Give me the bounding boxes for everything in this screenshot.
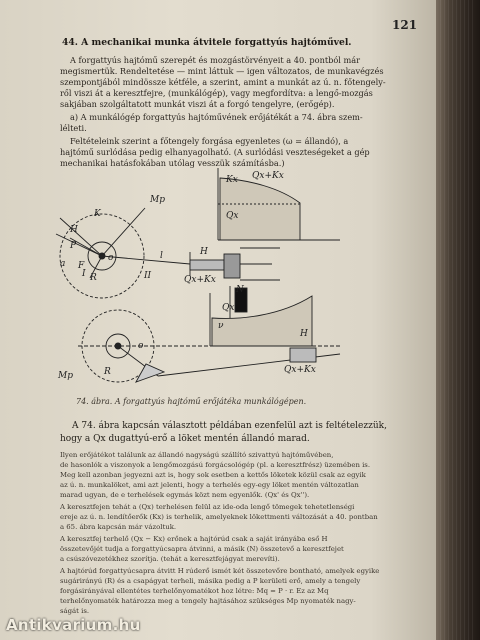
para2-line-1: a) A munkálógép forgattyús hajtóművének erőjátékát a 74. ábra szem- <box>70 112 363 122</box>
label-R: R <box>90 273 97 283</box>
small-line-14: forgásirányával ellentétes terhelőnyomatékot hoz létre: Mq = P · r. Ez az Mq <box>60 587 329 595</box>
label-o-lower: o <box>138 341 144 351</box>
label-nu: ν <box>218 321 224 331</box>
small-line-11: a csúszóvezetékhez szorítja. (tehát a keresztfejágyat merevíti). <box>60 555 280 563</box>
small-line-7: ereje az ú. n. lendítőerők (Kx) is terhelik, amelyeknek lökettmenti változását a 40. pontban <box>60 513 378 521</box>
label-Qx: Qx <box>226 211 239 221</box>
label-QxKx-lower: Qx+Kx <box>284 365 316 375</box>
small-line-1: Ilyen erőjátékot találunk az állandó nagyságú szállító szivattyú hajtóművében, <box>60 451 334 459</box>
small-line-3: Meg kell azonban jegyezni azt is, hogy sok esetben a kettős löketek közül csak az egyik <box>60 471 366 479</box>
label-l: l <box>160 251 163 261</box>
label-H-upper: H <box>200 247 208 257</box>
label-H-lower: H <box>300 329 308 339</box>
para3-line-2: hajtómű surlódása pedig elhanyagolható. (A surlódási veszteségeket a gép <box>60 147 370 157</box>
small-line-16: ságát is. <box>60 607 90 615</box>
para1-line-4: ről viszi át a keresztfejre, (munkálógép), vagy megfordítva: a lengő-mozgás <box>60 88 373 98</box>
label-Mp-lower: Mp <box>58 371 73 381</box>
page-number: 121 <box>392 18 418 32</box>
label-o: o <box>108 253 114 263</box>
spine-texture <box>440 0 476 640</box>
main-paragraph-line-2: hogy a Qx dugattyú-erő a löket mentén állandó marad. <box>60 433 310 444</box>
label-Kx: Kx <box>226 175 238 185</box>
main-paragraph <box>60 420 415 446</box>
label-Mp: Mp <box>150 195 165 205</box>
small-line-4: az ú. n. munkalöket, ami azt jelenti, hogy a terhelés egy-egy löket mentén változatlan <box>60 481 359 489</box>
para2-line-2: lélteti. <box>60 123 87 133</box>
para3-line-1: Feltételeink szerint a főtengely forgása egyenletes (ω = állandó), a <box>70 136 349 146</box>
watermark-logo: Antikvarium.hu <box>6 616 141 634</box>
small-line-6: A keresztfejen tehát a (Qx) terhelésen felül az ide-oda lengő tömegek tehetetlenségi <box>60 503 355 511</box>
label-QxKx: Qx+Kx <box>184 275 216 285</box>
label-P: P <box>70 241 77 251</box>
small-line-15: terhelőnyomaték határozza meg a tengely hajtásához szükséges Mp nyomaték nagy- <box>60 597 356 605</box>
small-line-2: de hasonlók a viszonyok a lengőmozgású forgácsológép (pl. a keresztfrész) üzemében is. <box>60 461 371 469</box>
small-line-13: sugárirányú (R) és a csapágyat terheli, másika pedig a P kerületi erő, amely a tengely <box>60 577 361 585</box>
label-I: I <box>82 269 86 279</box>
label-N: N <box>236 285 244 295</box>
figure-74-diagram <box>40 168 360 396</box>
label-H: H <box>70 225 78 235</box>
figure-caption: 74. ábra. A forgattyús hajtómű erőjátéka munkálógépen. <box>76 397 307 406</box>
small-line-10: összetevőjét tudja a forgattyúcsapra átvinni, a másik (N) összetevő a keresztfejet <box>60 545 344 553</box>
para1-line-1: A forgattyús hajtómű szerepét és mozgástörvényeit a 40. pontból már <box>70 55 361 65</box>
label-QxKx-top: Qx+Kx <box>252 171 284 181</box>
para1-line-3: szempontjából mindössze kétféle, a szerint, amint a munkát az ú. n. főtengely- <box>60 77 386 87</box>
para1-line-5: sakjában szolgáltatott munkát viszi át a forgó tengelyre, (erőgép). <box>60 99 335 109</box>
label-K: K <box>94 209 101 219</box>
para1-line-2: megismertük. Rendeltetése — mint láttuk — igen változatos, de munkavégzés <box>60 66 384 76</box>
small-line-12: A hajtórúd forgattyúcsapra átvitt H rúderő ismét két összetevőre bontható, amelyek egyike <box>60 567 380 575</box>
small-line-9: A keresztfej terhelő (Qx − Kx) erőnek a hajtórúd csak a saját irányába eső H <box>60 535 328 543</box>
small-line-8: a 65. ábra kapcsán már vázoltuk. <box>60 523 177 531</box>
para3-line-3: mechanikai hatásfokában utólag vesszük számításba.) <box>60 158 285 168</box>
label-a: a <box>60 259 66 269</box>
label-F: F <box>78 261 85 271</box>
main-paragraph-line-1: A 74. ábra kapcsán választott példában ezenfelül azt is feltételezzük, <box>72 421 387 431</box>
label-R-lower: R <box>104 367 111 377</box>
label-Qx-lower: Qx <box>222 303 235 313</box>
label-II: II <box>144 271 152 281</box>
section-heading: 44. A mechanikai munka átvitele forgattyús hajtóművel. <box>62 37 352 48</box>
small-line-5: marad ugyan, de e terhelések egymás közt nem egyenlők. (Qx' és Qx''). <box>60 491 310 499</box>
